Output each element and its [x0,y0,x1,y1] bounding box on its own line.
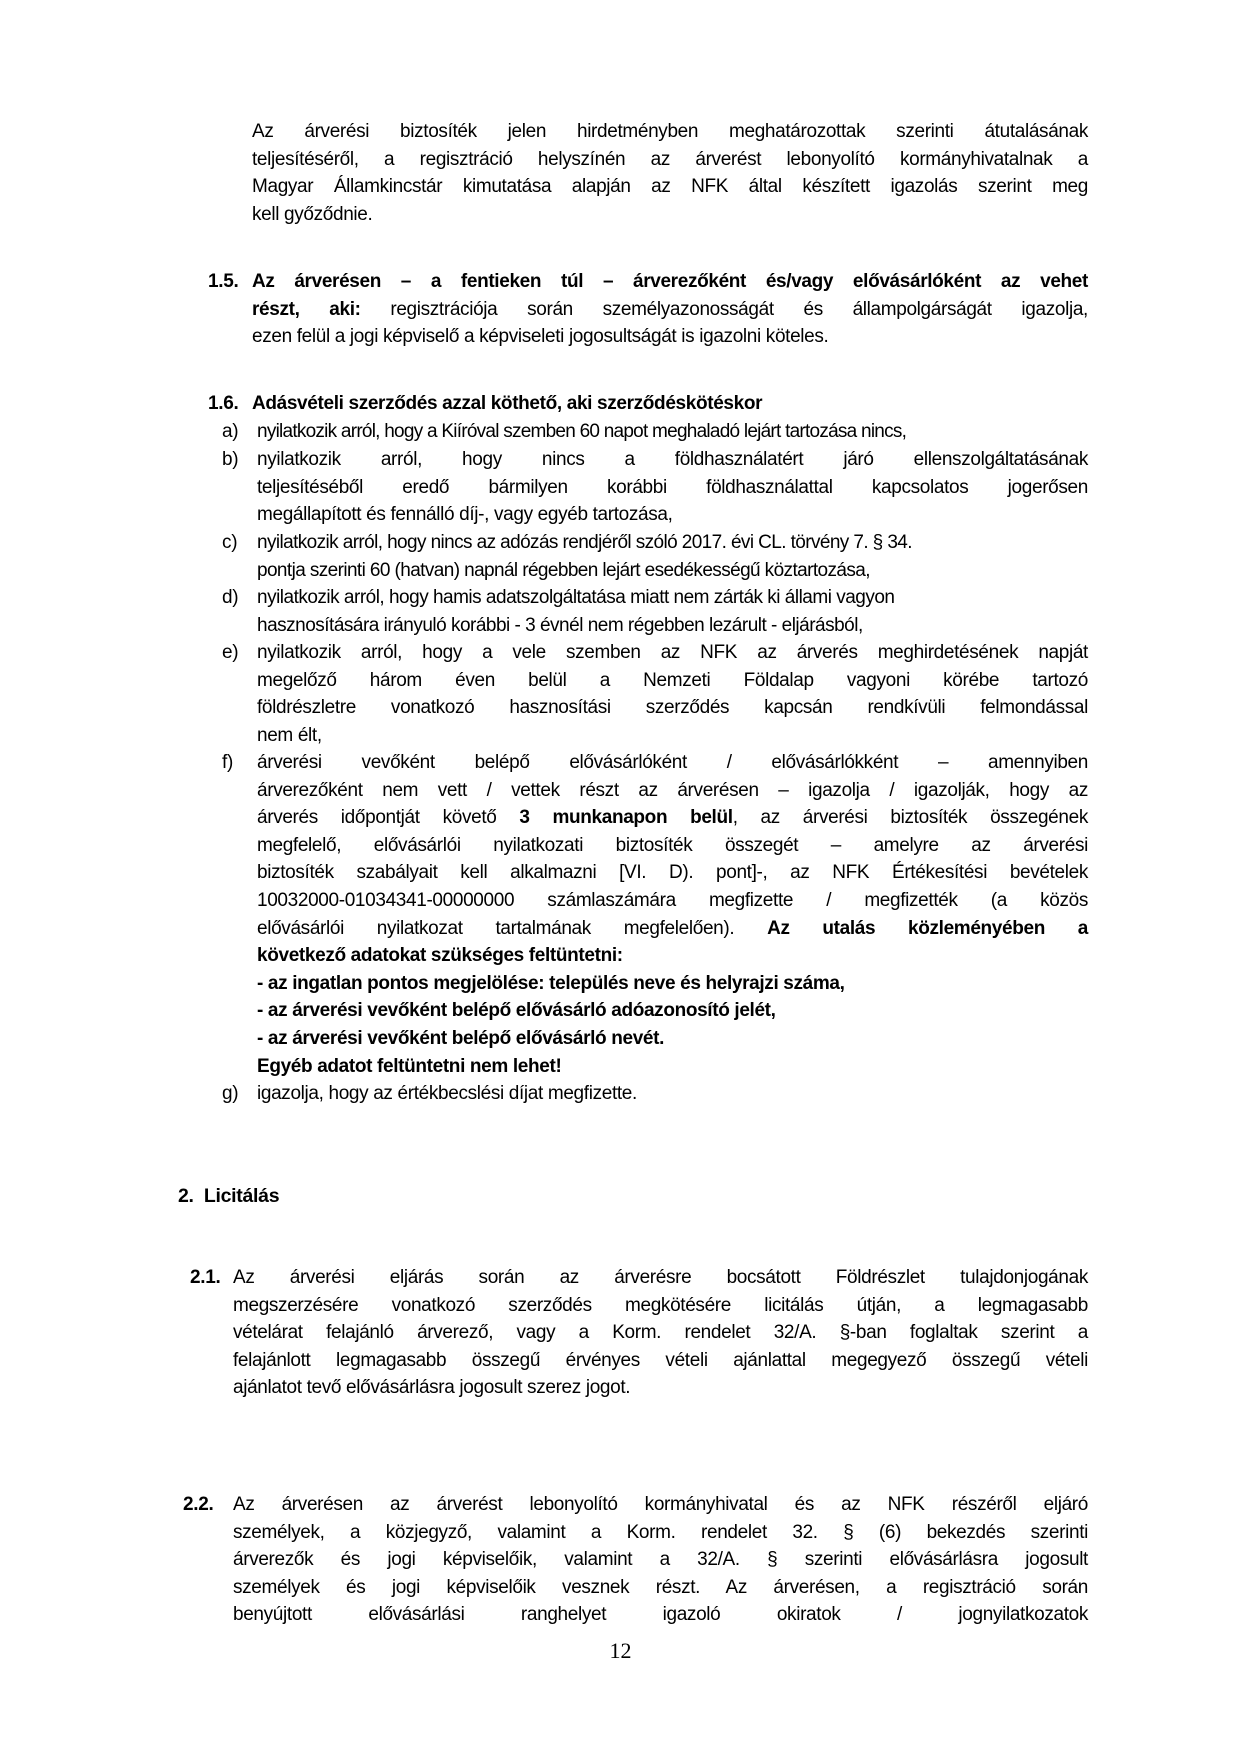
text-line: személyek és jogi képviselőik vesznek részt. Az árverésen, a regisztráció során [233,1576,1088,1598]
text-span: árverés időpontját követő [257,807,520,829]
text-line: - az ingatlan pontos megjelölése: település neve és helyrajzi száma, [257,972,845,994]
bank-account-line: 10032000-01034341-00000000 számlaszámára megfizette / megfizették (a közös [257,889,1088,911]
text-line: kell győződnie. [252,203,373,225]
text-line: teljesítéséről, a regisztráció helyszínén az árverést lebonyolító kormányhivatalnak a [252,148,1088,170]
section-2-heading: 2. Licitálás [178,1185,280,1207]
list-item-b [257,446,1088,529]
text-line: nem élt, [257,724,322,746]
text-line: Egyéb adatot feltüntetni nem lehet! [257,1055,562,1077]
text-span: , az árverési biztosíték összegének [732,807,1088,829]
text-line: nyilatkozik arról, hogy a vele szemben az NFK az árverés meghirdetésének napját [257,642,1088,663]
text-span: regisztrációja során személyazonosságát és állampolgárságát igazolja, [360,298,1088,320]
text-line: földrészletre vonatkozó hasznosítási szerződés kapcsán rendkívüli felmondással [257,697,1088,719]
list-marker-d: d) [222,587,239,608]
text-line: - az árverési vevőként belépő elővásárló adóazonosító jelét, [257,1000,776,1022]
section-number-1-6: 1.6. [208,393,239,414]
text-line: következő adatokat szükséges feltüntetni: [257,945,623,967]
list-item-c [257,529,1088,584]
text-line: személyek, a közjegyző, valamint a Korm. rendelet 32. § (6) bekezdés szerinti [233,1521,1088,1543]
text-line: megállapított és fennálló díj-, vagy egyéb tartozása, [257,504,673,526]
section-number-1-5: 1.5. [208,271,239,292]
section-2-2-text [233,1491,1088,1629]
text-line: biztosíték szabályait kell alkalmazni [VI. D). pont]-, az NFK Értékesítési bevételek [257,862,1088,884]
text-line: igazolja, hogy az értékbecslési díjat megfizette. [257,1083,637,1104]
text-line: Az árverésen az árverést lebonyolító kormányhivatal és az NFK részéről eljáró [233,1494,1088,1515]
list-marker-b: b) [222,449,239,470]
list-item-a [257,418,1088,446]
text-line: Az árverési eljárás során az árverésre bocsátott Földrészlet tulajdonjogának [233,1267,1088,1288]
bold-deadline: 3 munkanapon belül [519,807,733,829]
page-number: 12 [609,1638,632,1663]
text-line: megfelelő, elővásárlói nyilatkozati biztosíték összegét – amelyre az árverési [257,834,1088,856]
list-marker-f: f) [222,752,234,773]
section-1-5-bold-line: Az árverésen – a fentieken túl – árverezőként és/vagy elővásárlóként az vehet [252,271,1088,292]
text-line: Magyar Államkincstár kimutatása alapján az NFK által készített igazolás szerint meg [252,176,1088,198]
text-line: nyilatkozik arról, hogy a Kiíróval szemben 60 napot meghaladó lejárt tartozása nincs, [257,421,907,442]
text-line: vételárat felajánló árverező, vagy a Korm. rendelet 32/A. §-ban foglaltak szerint a [233,1322,1088,1344]
text-line: felajánlott legmagasabb összegű érvényes vételi ajánlattal megegyező összegű vételi [233,1349,1088,1371]
text-span: elővásárlói nyilatkozat tartalmának megfelelően). [257,917,768,939]
list-marker-a: a) [222,421,239,442]
text-line: nyilatkozik arról, hogy hamis adatszolgáltatása miatt nem zárták ki állami vagyon [257,587,895,608]
text-line: teljesítéséből eredő bármilyen korábbi földhasználattal kapcsolatos jogerősen [257,476,1088,498]
text-line: - az árverési vevőként belépő elővásárló nevét. [257,1027,665,1049]
text-line: árverezők és jogi képviselőik, valamint a 32/A. § szerinti elővásárlásra jogosult [233,1549,1088,1571]
section-number-2-1: 2.1. [190,1267,221,1288]
text-line: megelőző három éven belül a Nemzeti Földalap vagyoni körébe tartozó [257,669,1088,691]
list-item-e [257,639,1088,749]
section-1-6-heading: Adásvételi szerződés azzal köthető, aki szerződéskötéskor [252,393,763,414]
text-line: nyilatkozik arról, hogy nincs a földhasználatért járó ellenszolgáltatásának [257,449,1088,470]
text-line [257,915,1088,943]
text-line: árverési vevőként belépő elővásárlóként / elővásárlókként – amennyiben [257,752,1088,773]
bold-lead: részt, aki: [252,298,361,320]
text-line: Az árverési biztosíték jelen hirdetményben meghatározottak szerinti átutalásának [252,121,1088,142]
text-line: ajánlatot tevő elővásárlásra jogosult szerez jogot. [233,1377,631,1399]
bold-notice: Az utalás közleményében a [767,917,1088,939]
list-marker-g: g) [222,1083,239,1104]
section-number-2-2: 2.2. [183,1494,214,1515]
intro-paragraph [252,118,1088,228]
section-2-1-text [233,1264,1088,1402]
text-line: nyilatkozik arról, hogy nincs az adózás rendjéről szóló 2017. évi CL. törvény 7. § 34. [257,532,912,553]
text-line: pontja szerinti 60 (hatvan) napnál régebben lejárt esedékességű köztartozása, [257,559,870,581]
text-line [252,296,1088,324]
text-line: benyújtott elővásárlási ranghelyet igazoló okiratok / jognyilatkozatok [233,1604,1088,1626]
section-1-5-text [252,268,1088,351]
list-marker-e: e) [222,642,239,663]
text-line: árverezőként nem vett / vettek részt az árverésen – igazolja / igazolják, hogy az [257,779,1088,801]
list-item-d [257,584,1088,639]
list-item-f [257,749,1088,1080]
text-line [257,804,1088,832]
list-marker-c: c) [222,532,238,553]
list-item-g [257,1080,1088,1108]
text-line: hasznosítására irányuló korábbi - 3 évnél nem régebben lezárult - eljárásból, [257,614,863,636]
text-line: ezen felül a jogi képviselő a képviseleti jogosultságát is igazolni köteles. [252,326,829,348]
text-line: megszerzésére vonatkozó szerződés megkötésére licitálás útján, a legmagasabb [233,1294,1088,1316]
